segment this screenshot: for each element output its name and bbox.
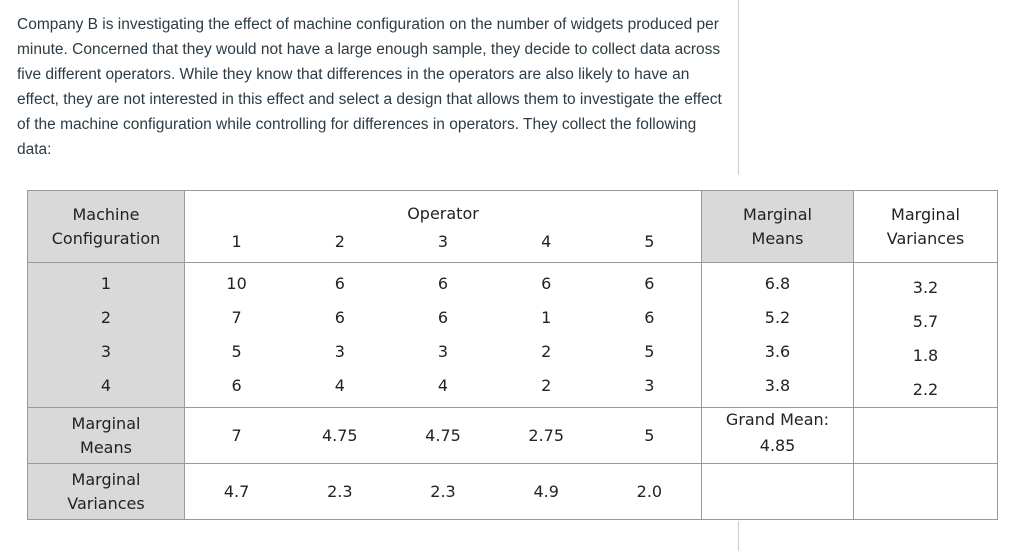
data-table [27, 190, 998, 520]
marginal-variances-header: Marginal Variances [854, 191, 998, 263]
marginal-variances-row-label: Marginal Variances [28, 464, 185, 520]
observation-row-3 [185, 335, 701, 369]
grand-mean-cell [702, 408, 854, 464]
observation-value: 10 [226, 274, 247, 293]
operator-1-label: 1 [231, 232, 242, 251]
observation-value: 4 [437, 376, 449, 395]
marginal-variances-row [28, 464, 998, 520]
row-variance-value: 2.2 [912, 380, 939, 399]
observation-value: 2 [541, 342, 552, 361]
column-variance-value: 2.0 [636, 482, 663, 501]
observation-value: 3 [437, 342, 449, 361]
configuration-2-label: 2 [100, 308, 112, 327]
row-variance-value: 5.7 [912, 312, 939, 331]
observation-value: 5 [231, 342, 242, 361]
column-variance-value: 2.3 [327, 482, 353, 501]
configuration-1-label: 1 [100, 274, 112, 293]
configuration-4-label: 4 [100, 376, 112, 395]
question-prompt-text: Company B is investigating the effect of machine configuration on the number of widgets produced per minute. Concerned that they would not have a large enough sample, they decide to collect data across five different operators. While they know that differences in the operators are also likely to have an effect, they are not interested in this effect and select a design that allows them to investigate the effect of the machine configuration while controlling for differences in operators. They collect the following data: [17, 16, 722, 158]
operator-4-label: 4 [541, 232, 552, 251]
operator-header [185, 191, 702, 263]
configuration-labels [28, 263, 185, 408]
observation-grid [185, 263, 702, 408]
header-row [28, 191, 998, 263]
operator-numbers [185, 232, 701, 251]
operator-3-label: 3 [437, 232, 449, 251]
row-mean-value: 3.8 [764, 376, 791, 395]
observation-value: 3 [644, 376, 655, 395]
marginal-means-header: Marginal Means [702, 191, 854, 263]
grand-mean-value: 4.85 [759, 435, 796, 455]
empty-cell [702, 464, 854, 520]
observation-value: 6 [644, 274, 655, 293]
empty-cell [854, 408, 998, 464]
grand-mean-label: Grand Mean: [725, 409, 830, 429]
marginal-means-row-label: Marginal Means [28, 408, 185, 464]
observation-value: 4 [334, 376, 345, 395]
operator-5-label: 5 [644, 232, 655, 251]
column-mean-value: 4.75 [321, 426, 358, 445]
column-mean-value: 7 [231, 426, 242, 445]
row-variance-value: 1.8 [912, 346, 939, 365]
observation-value: 2 [541, 376, 552, 395]
observation-value: 5 [644, 342, 655, 361]
row-variance-value: 3.2 [912, 278, 939, 297]
column-mean-value: 4.75 [425, 426, 461, 445]
row-marginal-variances [854, 263, 998, 408]
column-variance-value: 2.3 [430, 482, 456, 501]
row-mean-value: 6.8 [764, 274, 791, 293]
observation-value: 6 [231, 376, 242, 395]
observation-value: 6 [541, 274, 552, 293]
row-marginal-means [702, 263, 854, 408]
content-divider-line-lower [738, 521, 739, 551]
content-divider-line [738, 0, 739, 175]
column-means [185, 408, 702, 464]
column-variance-value: 4.9 [533, 482, 559, 501]
row-mean-value: 3.6 [764, 342, 791, 361]
configuration-3-label: 3 [100, 342, 112, 361]
column-variances [185, 464, 702, 520]
observation-value: 6 [334, 274, 345, 293]
machine-configuration-header: Machine Configuration [28, 191, 185, 263]
row-mean-value: 5.2 [764, 308, 791, 327]
observation-value: 6 [437, 308, 449, 327]
observation-value: 6 [437, 274, 449, 293]
observation-value: 1 [541, 308, 552, 327]
observation-value: 7 [231, 308, 242, 327]
observation-value: 6 [334, 308, 345, 327]
observation-value: 6 [644, 308, 655, 327]
observation-value: 3 [334, 342, 345, 361]
observation-row-2 [185, 301, 701, 335]
marginal-means-row [28, 408, 998, 464]
observation-row-4 [185, 369, 701, 403]
operator-label: Operator [407, 204, 479, 223]
column-mean-value: 2.75 [528, 426, 564, 445]
column-mean-value: 5 [644, 426, 655, 445]
empty-cell [854, 464, 998, 520]
operator-2-label: 2 [334, 232, 345, 251]
observation-row-1 [185, 267, 701, 301]
data-rows [28, 263, 998, 408]
column-variance-value: 4.7 [223, 482, 250, 501]
